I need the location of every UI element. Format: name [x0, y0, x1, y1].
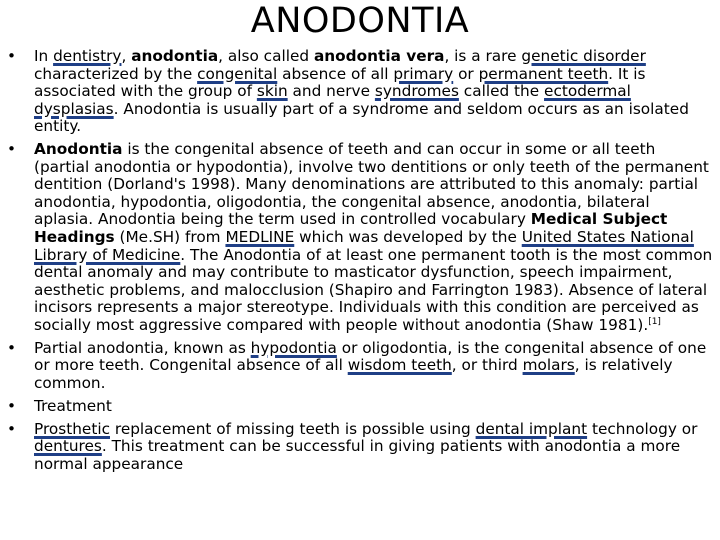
bullet-text-definition — [34, 140, 712, 333]
text-segment: (Me.SH) from — [114, 227, 226, 246]
bullet-text-prosthetic — [34, 420, 697, 473]
bullet-icon: • — [7, 140, 17, 159]
citation-sup — [648, 317, 661, 327]
text-segment: . Anodontia is usually part of a syndrome and seldom occurs as an isolated entity. — [34, 99, 689, 136]
bullet-icon: • — [7, 47, 17, 65]
bullet-item-definition — [7, 141, 713, 334]
text-segment: . The Anodontia of at least one permanent tooth is the most common dental anomaly and may contribute to masticator dysfunction, speech impairment, aesthetic problems, and malocclusion (Shapiro and Farrington 1983). Absence of lateral incisors represents a major stereotype. Individuals with this condition are perceived as socially most aggressive compared with people without anodontia (Shaw 1981). — [34, 245, 713, 334]
text-segment: absence of all — [277, 64, 394, 83]
text-segment: which was developed by the — [294, 227, 522, 246]
text-segment: is the congenital absence of teeth and can occur in some or all teeth (partial anodontia or hypodontia), involve two dentitions or only teeth of the permanent dentition (Dorland's 1998). Many denominations are attributed to this anomaly: partial anodontia, hypodontia, oligodontia, the congenital absence, anodontia, bilateral aplasia. Anodontia being the term used in controlled vocabulary — [34, 140, 709, 229]
text-segment: technology or — [587, 419, 698, 438]
text-segment: Partial anodontia, known as — [34, 338, 251, 357]
link-hypodontia[interactable]: hypodontia — [250, 338, 337, 357]
bold-anodontia: Anodontia — [34, 140, 123, 159]
link-nlm[interactable]: United States National Library of Medicine — [34, 227, 694, 264]
text-segment: , is relatively common. — [34, 356, 673, 392]
link-primary[interactable]: primary — [393, 64, 454, 83]
bullet-icon: • — [7, 419, 17, 438]
bullet-item-intro — [7, 48, 713, 136]
bullet-list — [7, 48, 713, 479]
text-segment: , is a rare — [444, 47, 522, 65]
link-dentures[interactable]: dentures — [34, 437, 102, 456]
text-segment: , also called — [218, 47, 314, 65]
text-segment: and nerve — [287, 82, 375, 101]
slide-title: ANODONTIA — [250, 1, 470, 41]
link-syndromes[interactable]: syndromes — [374, 82, 459, 101]
text-segment: . It is associated with the group of — [34, 64, 646, 101]
bold-mesh: Medical Subject Headings — [34, 210, 668, 246]
link-dental-implant[interactable]: dental implant — [475, 419, 588, 438]
bullet-icon: • — [7, 338, 17, 357]
bullet-item-treatment — [7, 398, 713, 416]
text-segment: called the — [458, 82, 545, 101]
text-segment: , — [121, 47, 132, 65]
text-segment: . This treatment can be successful in giving patients with anodontia a more normal appearance — [34, 437, 681, 474]
link-wisdom-teeth[interactable]: wisdom teeth — [347, 356, 452, 375]
bullet-text-treatment — [34, 397, 112, 415]
link-ectodermal-dysplasias[interactable]: ectodermal dysplasias — [34, 82, 631, 118]
link-genetic-disorder[interactable]: genetic disorder — [521, 47, 646, 65]
text-segment: characterized by the — [34, 64, 198, 83]
link-prosthetic[interactable]: Prosthetic — [34, 419, 110, 438]
text-segment: or oligodontia, is the congenital absence of one or more teeth. Congenital absence of all — [34, 338, 707, 375]
link-dentistry[interactable]: dentistry — [53, 47, 122, 65]
bold-anodontia-vera: anodontia vera — [313, 47, 445, 65]
text-segment: replacement of missing teeth is possible using — [110, 419, 476, 438]
text-segment: Treatment — [34, 396, 112, 415]
link-molars[interactable]: molars — [522, 356, 575, 375]
bullet-item-prosthetic — [7, 421, 713, 474]
link-permanent-teeth[interactable]: permanent teeth — [478, 64, 609, 83]
text-segment: , or third — [451, 356, 523, 375]
bold-anodontia: anodontia — [131, 47, 219, 65]
link-medline[interactable]: MEDLINE — [225, 227, 295, 246]
bullet-item-partial — [7, 340, 713, 393]
citation-link[interactable]: [1] — [648, 316, 661, 327]
link-skin[interactable]: skin — [256, 82, 288, 101]
bullet-text-intro — [34, 47, 689, 135]
bullet-text-partial — [34, 339, 706, 392]
bullet-icon: • — [7, 396, 17, 415]
text-segment: or — [453, 64, 479, 83]
link-congenital[interactable]: congenital — [197, 64, 278, 83]
text-segment: In — [34, 47, 54, 65]
